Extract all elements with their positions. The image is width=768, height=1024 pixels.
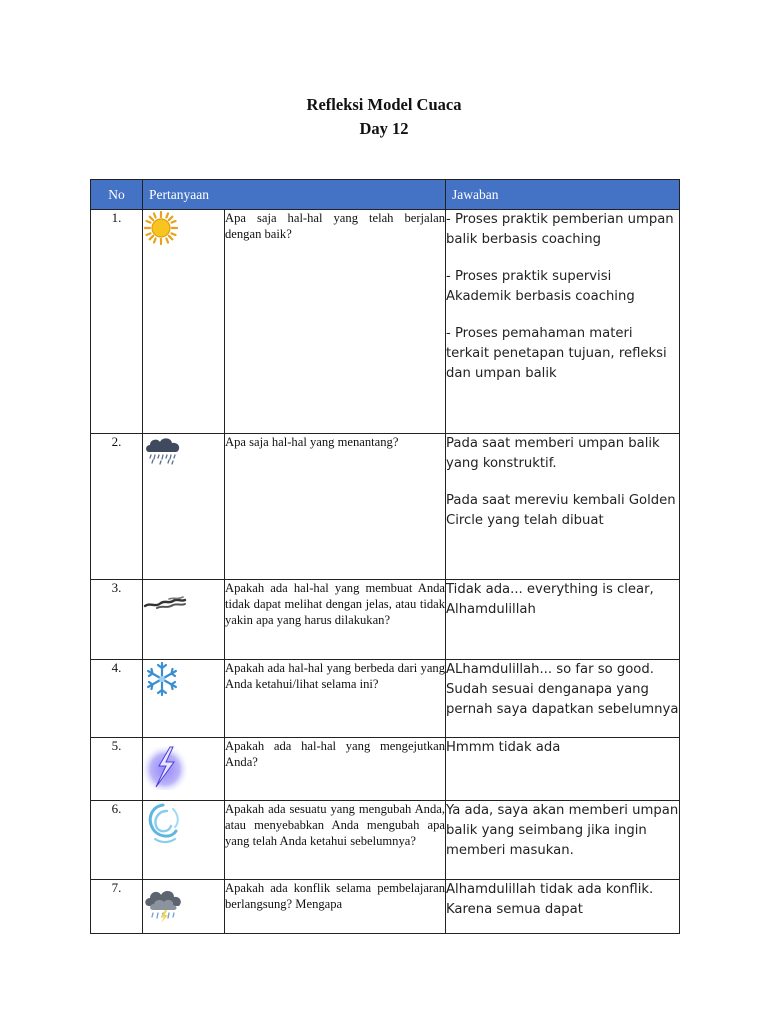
question-text: Apa saja hal-hal yang menantang? [225,434,446,580]
answer-cell [446,738,680,801]
table-row [91,880,680,934]
answer-text: - Proses praktik supervisi Akademik berbasis coaching [446,269,635,304]
question-text: Apakah ada sesuatu yang mengubah Anda, atau menyebabkan Anda mengubah apa yang telah Anda ketahui sebelumnya? [225,801,446,880]
question-text: Apa saja hal-hal yang telah berjalan dengan baik? [225,210,446,434]
row-number: 4. [91,660,143,738]
lightning-icon [143,744,187,790]
row-number: 6. [91,801,143,880]
document-title: Refleksi Model Cuaca [306,95,462,114]
question-text: Apakah ada hal-hal yang berbeda dari yang Anda ketahui/lihat selama ini? [225,660,446,738]
table-row [91,434,680,580]
rain-cloud-icon [143,434,185,466]
table-row [91,801,680,880]
answer-text: Hmmm tidak ada [446,740,561,755]
snowflake-icon [143,660,181,698]
row-number: 1. [91,210,143,434]
reflection-table [90,179,680,934]
question-text: Apakah ada hal-hal yang mengejutkan Anda? [225,738,446,801]
answer-cell [446,210,680,434]
fog-icon [143,594,187,614]
table-row [91,738,680,801]
answer-text: - Proses praktik pemberian umpan balik berbasis coaching [446,212,674,247]
table-header-row [91,180,680,210]
answer-cell [446,801,680,880]
header-answer: Jawaban [446,180,680,210]
table-row [91,210,680,434]
wind-swirl-icon [143,801,183,845]
document-subtitle: Day 12 [359,119,409,138]
row-number: 2. [91,434,143,580]
row-number: 5. [91,738,143,801]
answer-text: Pada saat mereviu kembali Golden Circle yang telah dibuat [446,493,676,528]
table-row [91,660,680,738]
answer-text: - Proses pemahaman materi terkait penetapan tujuan, refleksi dan umpan balik [446,326,667,381]
sun-icon [143,210,179,246]
question-text: Apakah ada hal-hal yang membuat Anda tidak dapat melihat dengan jelas, atau tidak yakin apa yang harus dilakukan? [225,580,446,660]
answer-cell [446,580,680,660]
question-text: Apakah ada konflik selama pembelajaran berlangsung? Mengapa [225,880,446,934]
document-title-block [0,93,768,141]
answer-text: Tidak ada... everything is clear, Alhamdulillah [446,582,654,617]
answer-text: Pada saat memberi umpan balik yang konstruktif. [446,436,660,471]
row-number: 3. [91,580,143,660]
header-question: Pertanyaan [143,180,446,210]
answer-text: Alhamdulillah tidak ada konflik. Karena semua dapat [446,882,654,917]
answer-cell [446,660,680,738]
answer-text: ALhamdulillah... so far so good. Sudah sesuai denganapa yang pernah saya dapatkan sebelumnya [446,662,679,717]
answer-cell [446,880,680,934]
storm-cloud-icon [143,886,187,924]
header-no: No [91,180,143,210]
answer-cell [446,434,680,580]
answer-text: Ya ada, saya akan memberi umpan balik yang seimbang jika ingin memberi masukan. [446,803,679,858]
table-row [91,580,680,660]
row-number: 7. [91,880,143,934]
